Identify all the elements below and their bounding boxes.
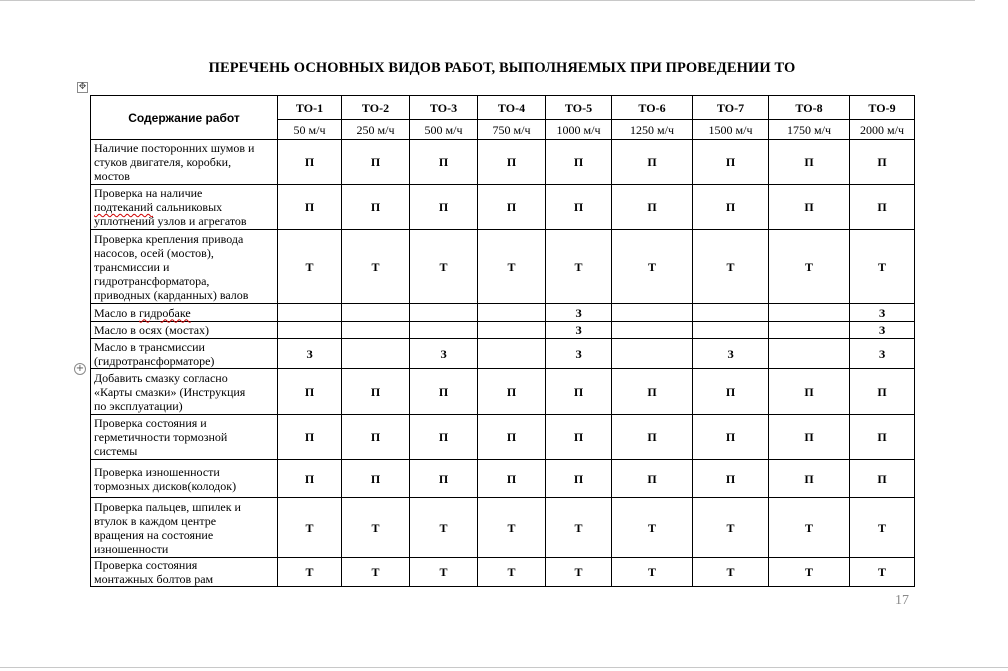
work-description-line: Масло в гидробаке (94, 305, 191, 320)
header-row-to (91, 96, 915, 120)
mark-cell-to-3: П (410, 369, 478, 415)
work-description-line: вращения на состояние (94, 527, 214, 542)
mark-cell-to-9: П (850, 369, 915, 415)
mark-cell-to-9: Т (850, 558, 915, 587)
mark-cell-to-1: З (278, 339, 342, 369)
mark-cell-to-4 (478, 322, 546, 339)
work-description-line: трансмиссии и (94, 259, 170, 274)
header-hours-1: 50 м/ч (278, 120, 342, 140)
work-description-cell (91, 185, 278, 230)
page-number: 17 (895, 593, 909, 608)
work-description-line: уплотнений узлов и агрегатов (94, 214, 247, 228)
mark-cell-to-1: П (278, 415, 342, 460)
table-row (91, 230, 915, 304)
mark-cell-to-6: Т (612, 558, 693, 587)
mark-cell-to-9: П (850, 185, 915, 230)
move-table-icon[interactable]: ✥ (78, 82, 87, 92)
table-row (91, 558, 915, 587)
work-description-line: Проверка крепления привода (94, 231, 244, 246)
work-description-line: Проверка на наличие (94, 186, 203, 200)
header-to-6: ТО-6 (612, 96, 693, 120)
header-to-8: ТО-8 (769, 96, 850, 120)
header-to-4: ТО-4 (478, 96, 546, 120)
mark-cell-to-5: Т (546, 498, 612, 558)
work-description-line: (гидротрансформаторе) (94, 353, 215, 368)
mark-cell-to-3: Т (410, 558, 478, 587)
mark-cell-to-7 (693, 304, 769, 322)
mark-cell-to-3: Т (410, 230, 478, 304)
mark-cell-to-2: П (342, 460, 410, 498)
mark-cell-to-5: П (546, 369, 612, 415)
maintenance-table (90, 95, 915, 587)
header-hours-3: 500 м/ч (410, 120, 478, 140)
mark-cell-to-4: Т (478, 558, 546, 587)
mark-cell-to-9: П (850, 460, 915, 498)
mark-cell-to-6: Т (612, 498, 693, 558)
mark-cell-to-5: З (546, 304, 612, 322)
mark-cell-to-9: П (850, 415, 915, 460)
mark-cell-to-8: Т (769, 558, 850, 587)
work-description-cell (91, 558, 278, 587)
table-row (91, 322, 915, 339)
mark-cell-to-2: П (342, 415, 410, 460)
header-hours-6: 1250 м/ч (612, 120, 693, 140)
mark-cell-to-6 (612, 304, 693, 322)
mark-cell-to-1 (278, 304, 342, 322)
work-description-cell (91, 339, 278, 369)
mark-cell-to-5: З (546, 322, 612, 339)
work-description-cell (91, 304, 278, 322)
mark-cell-to-6 (612, 339, 693, 369)
mark-cell-to-1: П (278, 369, 342, 415)
mark-cell-to-3: П (410, 460, 478, 498)
work-description-line: стуков двигателя, коробки, (94, 155, 232, 169)
table-row (91, 498, 915, 558)
work-description-line: насосов, осей (мостов), (94, 245, 214, 260)
mark-cell-to-5: Т (546, 558, 612, 587)
mark-cell-to-9: З (850, 339, 915, 369)
work-description-cell (91, 322, 278, 339)
page-top-border (0, 0, 975, 1)
mark-cell-to-1: Т (278, 558, 342, 587)
header-to-2: ТО-2 (342, 96, 410, 120)
header-hours-7: 1500 м/ч (693, 120, 769, 140)
spelling-mark: гидробаке (138, 305, 191, 320)
mark-cell-to-3: П (410, 185, 478, 230)
header-to-3: ТО-3 (410, 96, 478, 120)
mark-cell-to-1: П (278, 185, 342, 230)
mark-cell-to-9: П (850, 140, 915, 185)
work-description-line: Наличие посторонних шумов и (94, 141, 255, 155)
mark-cell-to-2: Т (342, 558, 410, 587)
mark-cell-to-4: П (478, 140, 546, 185)
mark-cell-to-3: Т (410, 498, 478, 558)
mark-cell-to-5: З (546, 339, 612, 369)
mark-cell-to-7: Т (693, 230, 769, 304)
work-description-cell (91, 415, 278, 460)
work-description-line: по эксплуатации) (94, 398, 183, 413)
work-description-line: Масло в осях (мостах) (94, 323, 210, 337)
header-hours-9: 2000 м/ч (850, 120, 915, 140)
mark-cell-to-1 (278, 322, 342, 339)
mark-cell-to-8 (769, 304, 850, 322)
work-description-line: мостов (94, 169, 130, 183)
spelling-mark: подтеканий (94, 200, 153, 214)
work-description-cell (91, 498, 278, 558)
mark-cell-to-3: П (410, 415, 478, 460)
mark-cell-to-2: Т (342, 230, 410, 304)
work-description-cell (91, 460, 278, 498)
mark-cell-to-7: П (693, 369, 769, 415)
work-description-line: приводных (карданных) валов (94, 287, 249, 302)
table-row (91, 304, 915, 322)
mark-cell-to-1: П (278, 140, 342, 185)
header-to-1: ТО-1 (278, 96, 342, 120)
mark-cell-to-9: Т (850, 498, 915, 558)
mark-cell-to-6: П (612, 185, 693, 230)
mark-cell-to-5: Т (546, 230, 612, 304)
mark-cell-to-1: Т (278, 498, 342, 558)
mark-cell-to-3: З (410, 339, 478, 369)
mark-cell-to-8 (769, 339, 850, 369)
mark-cell-to-3 (410, 304, 478, 322)
table-row (91, 415, 915, 460)
mark-cell-to-8: П (769, 415, 850, 460)
mark-cell-to-9: Т (850, 230, 915, 304)
work-description-line: монтажных болтов рам (94, 572, 214, 586)
header-to-9: ТО-9 (850, 96, 915, 120)
mark-cell-to-7: П (693, 415, 769, 460)
mark-cell-to-4: П (478, 185, 546, 230)
mark-cell-to-5: П (546, 140, 612, 185)
header-hours-5: 1000 м/ч (546, 120, 612, 140)
mark-cell-to-5: П (546, 185, 612, 230)
table-row (91, 339, 915, 369)
mark-cell-to-8: П (769, 369, 850, 415)
mark-cell-to-2: П (342, 369, 410, 415)
mark-cell-to-1: Т (278, 230, 342, 304)
mark-cell-to-4: Т (478, 498, 546, 558)
mark-cell-to-2 (342, 322, 410, 339)
mark-cell-to-6: П (612, 460, 693, 498)
mark-cell-to-8: П (769, 140, 850, 185)
work-description-line: Проверка состояния и (94, 416, 207, 430)
work-description-cell (91, 369, 278, 415)
mark-cell-to-6: П (612, 140, 693, 185)
work-description-line: Добавить смазку согласно (94, 370, 228, 385)
work-description-cell (91, 140, 278, 185)
work-description-line: системы (94, 444, 138, 458)
work-description-line: гидротрансформатора, (94, 273, 210, 288)
work-description-line: втулок в каждом центре (94, 513, 217, 528)
mark-cell-to-8: Т (769, 498, 850, 558)
mark-cell-to-4: Т (478, 230, 546, 304)
mark-cell-to-4 (478, 304, 546, 322)
mark-cell-to-7: П (693, 460, 769, 498)
page-bottom-border (0, 667, 1008, 668)
mark-cell-to-4 (478, 339, 546, 369)
mark-cell-to-4: П (478, 369, 546, 415)
work-description-line: герметичности тормозной (94, 430, 228, 444)
mark-cell-to-7: Т (693, 498, 769, 558)
mark-cell-to-7: П (693, 140, 769, 185)
work-description-line: Проверка изношенности (94, 464, 220, 479)
mark-cell-to-7 (693, 322, 769, 339)
mark-cell-to-4: П (478, 460, 546, 498)
work-description-line: «Карты смазки» (Инструкция (94, 384, 246, 399)
mark-cell-to-8: Т (769, 230, 850, 304)
work-description-line: изношенности (94, 541, 169, 556)
work-description-line: подтеканий сальниковых (94, 200, 223, 214)
mark-cell-to-9: З (850, 304, 915, 322)
mark-cell-to-7: П (693, 185, 769, 230)
mark-cell-to-1: П (278, 460, 342, 498)
mark-cell-to-5: П (546, 460, 612, 498)
table-row (91, 369, 915, 415)
header-to-5: ТО-5 (546, 96, 612, 120)
work-description-line: Масло в трансмиссии (94, 339, 205, 354)
mark-cell-to-4: П (478, 415, 546, 460)
header-work-cell: Содержание работ (91, 96, 278, 140)
mark-cell-to-2: П (342, 140, 410, 185)
mark-cell-to-7: З (693, 339, 769, 369)
mark-cell-to-2 (342, 304, 410, 322)
work-description-line: Проверка пальцев, шпилек и (94, 499, 241, 514)
mark-cell-to-7: Т (693, 558, 769, 587)
mark-cell-to-8: П (769, 460, 850, 498)
header-hours-4: 750 м/ч (478, 120, 546, 140)
header-to-7: ТО-7 (693, 96, 769, 120)
header-hours-8: 1750 м/ч (769, 120, 850, 140)
table-row (91, 185, 915, 230)
mark-cell-to-2: Т (342, 498, 410, 558)
work-description-cell (91, 230, 278, 304)
mark-cell-to-2 (342, 339, 410, 369)
mark-cell-to-6: П (612, 369, 693, 415)
mark-cell-to-2: П (342, 185, 410, 230)
header-hours-2: 250 м/ч (342, 120, 410, 140)
table-row (91, 460, 915, 498)
mark-cell-to-3 (410, 322, 478, 339)
mark-cell-to-8: П (769, 185, 850, 230)
mark-cell-to-5: П (546, 415, 612, 460)
mark-cell-to-8 (769, 322, 850, 339)
mark-cell-to-6: П (612, 415, 693, 460)
work-description-line: Проверка состояния (94, 558, 198, 572)
mark-cell-to-3: П (410, 140, 478, 185)
mark-cell-to-6: Т (612, 230, 693, 304)
work-description-line: тормозных дисков(колодок) (94, 478, 237, 493)
table-row (91, 140, 915, 185)
insert-row-icon[interactable]: + (75, 363, 85, 374)
mark-cell-to-9: З (850, 322, 915, 339)
mark-cell-to-6 (612, 322, 693, 339)
document-title: ПЕРЕЧЕНЬ ОСНОВНЫХ ВИДОВ РАБОТ, ВЫПОЛНЯЕМЫХ ПРИ ПРОВЕДЕНИИ ТО (208, 60, 796, 76)
